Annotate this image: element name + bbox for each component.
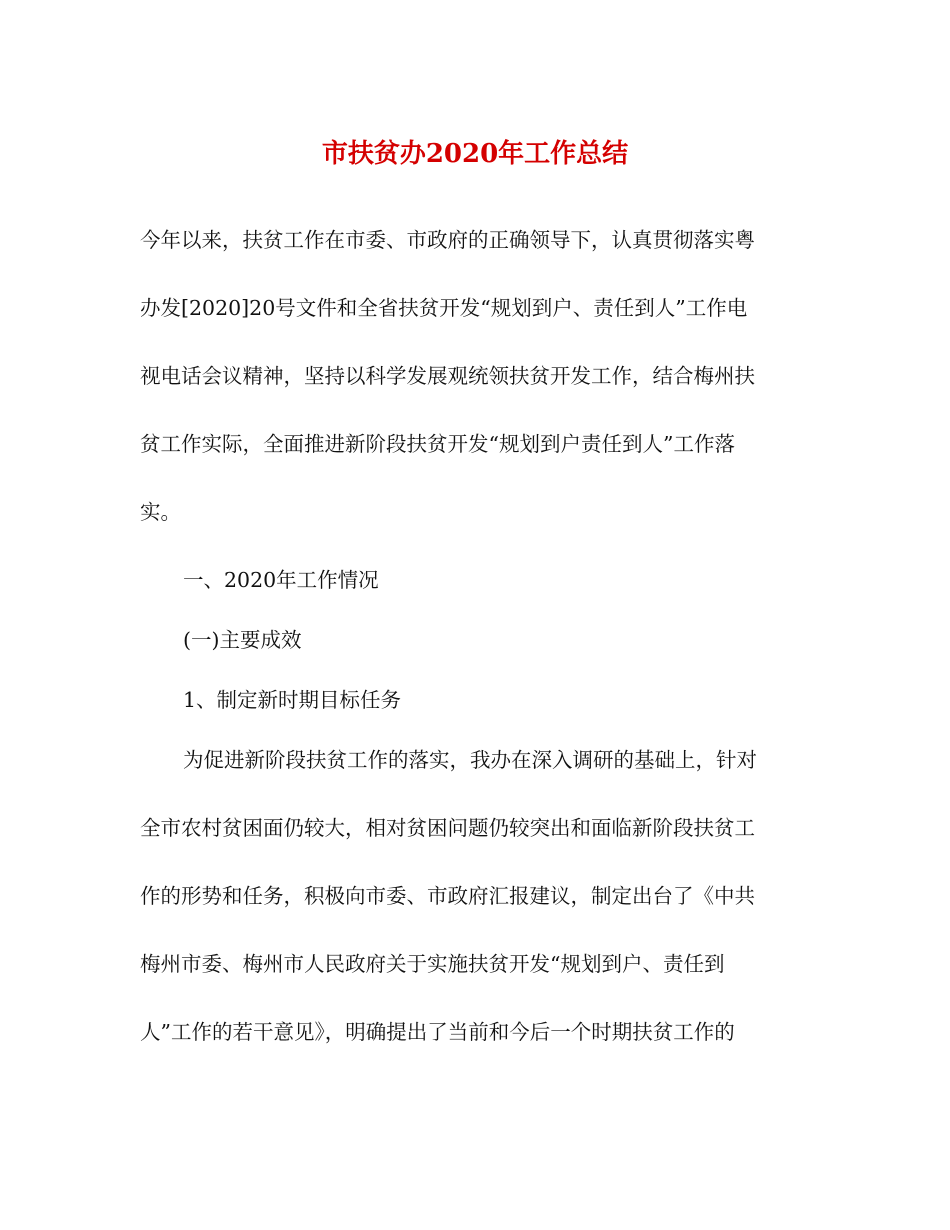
document-title: 市扶贫办2020年工作总结	[321, 139, 629, 169]
paragraph-line: 今年以来，扶贫工作在市委、市政府的正确领导下，认真贯彻落实粤	[140, 228, 755, 252]
item-heading: 1、制定新时期目标任务	[183, 688, 402, 712]
paragraph-line: 视电话会议精神，坚持以科学发展观统领扶贫开发工作，结合梅州扶	[140, 364, 755, 388]
paragraph-line: 梅州市委、梅州市人民政府关于实施扶贫开发“规划到户、责任到	[140, 952, 725, 976]
paragraph-line: 全市农村贫困面仍较大，相对贫困问题仍较突出和面临新阶段扶贫工	[140, 816, 755, 840]
paragraph-line: 人”工作的若干意见》，明确提出了当前和今后一个时期扶贫工作的	[140, 1020, 735, 1044]
section-heading: 一、2020年工作情况	[183, 568, 379, 592]
paragraph-line: 办发[2020]20号文件和全省扶贫开发“规划到户、责任到人”工作电	[140, 296, 748, 320]
paragraph-line: 为促进新阶段扶贫工作的落实，我办在深入调研的基础上，针对	[183, 748, 757, 772]
paragraph-line: 贫工作实际，全面推进新阶段扶贫开发“规划到户责任到人”工作落	[140, 432, 735, 456]
subsection-heading: (一)主要成效	[183, 628, 302, 652]
paragraph-line: 实。	[140, 500, 181, 524]
paragraph-line: 作的形势和任务，积极向市委、市政府汇报建议，制定出台了《中共	[140, 884, 755, 908]
